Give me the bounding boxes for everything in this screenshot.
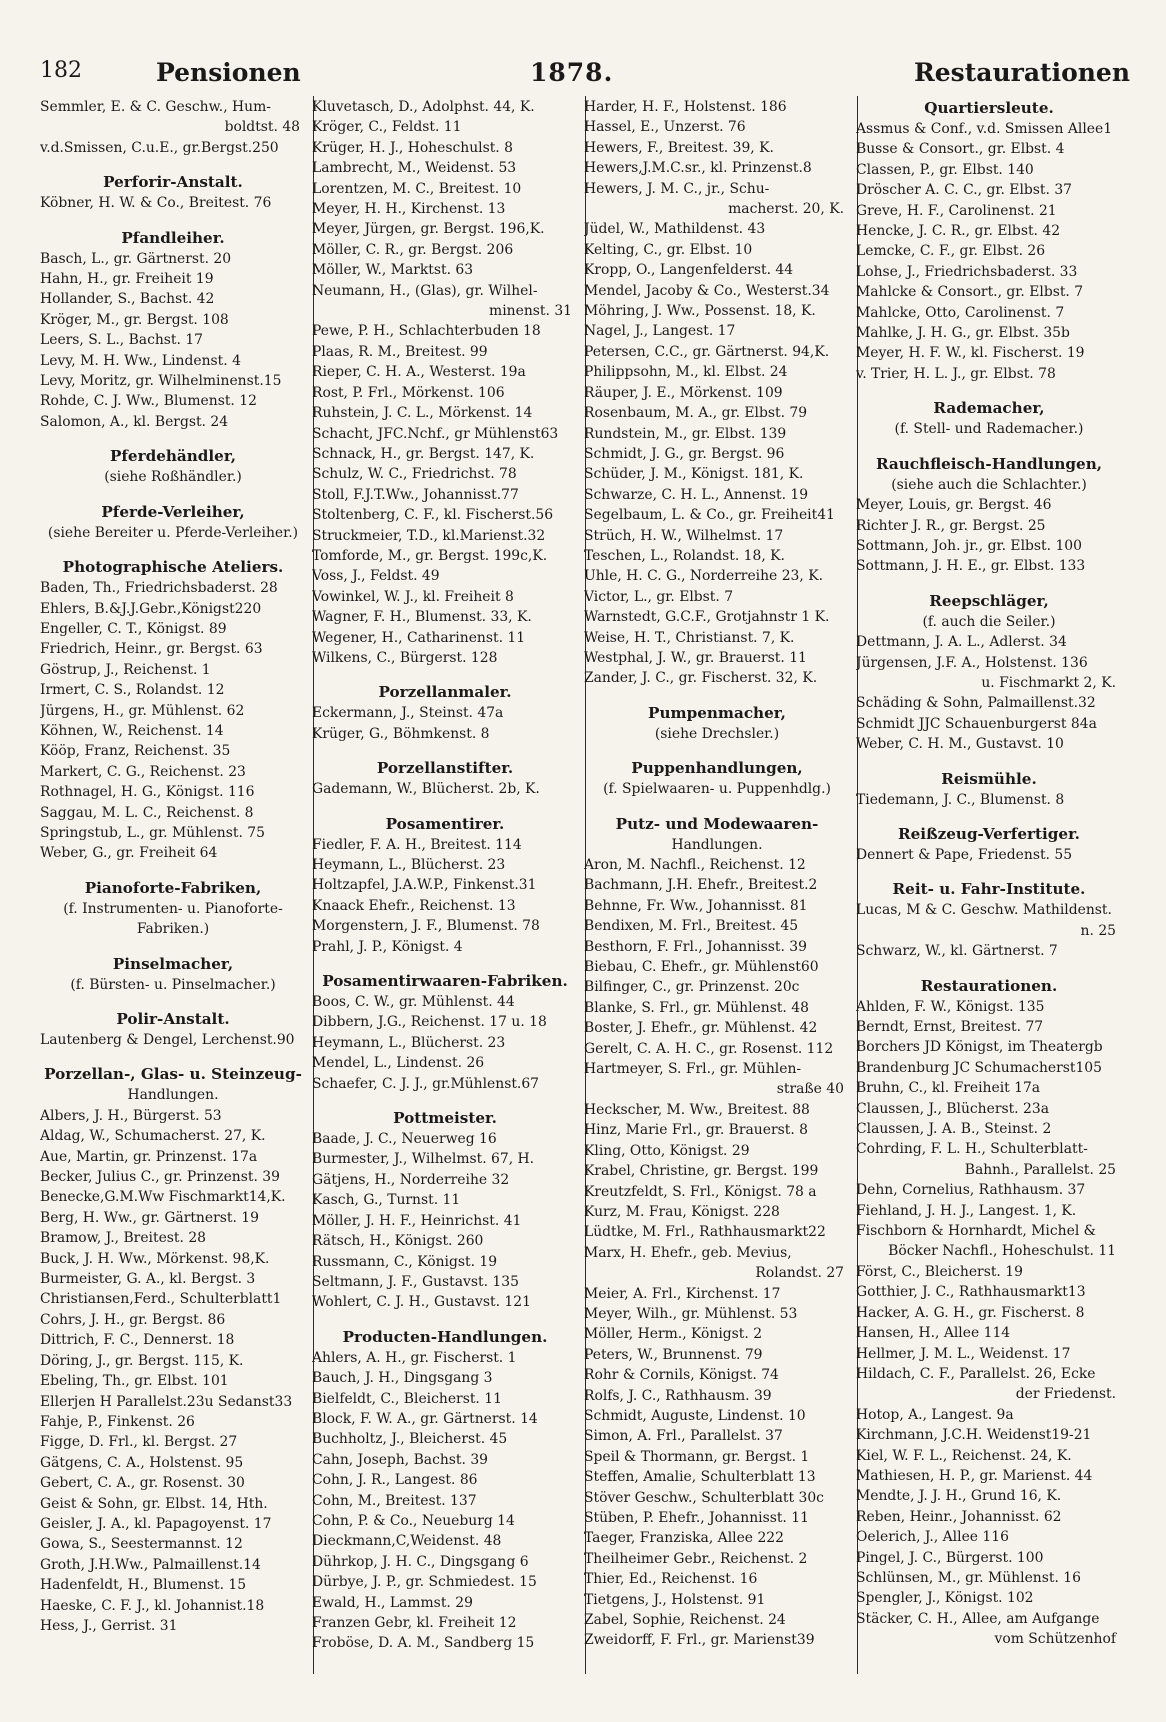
directory-entry: Gätjens, H., Norderreihe 32 bbox=[312, 1171, 510, 1188]
directory-entry: Schaefer, C. J. J., gr.Mühlenst.67 bbox=[312, 1075, 540, 1092]
directory-entry: Möhring, J. Ww., Possenst. 18, K. bbox=[584, 303, 816, 320]
directory-entry: Cohn, J. R., Langest. 86 bbox=[312, 1472, 478, 1489]
directory-entry: Heymann, L., Blücherst. 23 bbox=[312, 1034, 506, 1051]
directory-entry: Schäding & Sohn, Palmaillenst.32 bbox=[856, 695, 1096, 712]
entry-continuation: straße 40 bbox=[776, 1081, 844, 1098]
directory-entry: Meyer, Wilh., gr. Mühlenst. 53 bbox=[584, 1305, 798, 1322]
directory-entry: Weber, C. H. M., Gustavst. 10 bbox=[856, 736, 1064, 753]
directory-entry: Aue, Martin, gr. Prinzenst. 17a bbox=[40, 1148, 258, 1165]
directory-entry: Basch, L., gr. Gärtnerst. 20 bbox=[40, 250, 232, 267]
column-4 bbox=[856, 97, 1128, 1654]
section-note: (siehe auch die Schlachter.) bbox=[891, 476, 1087, 493]
directory-entry: Nagel, J., Langest. 17 bbox=[584, 323, 736, 340]
directory-entry: Dibbern, J.G., Reichenst. 17 u. 18 bbox=[312, 1014, 547, 1031]
directory-entry: Schüder, J. M., Königst. 181, K. bbox=[584, 466, 804, 483]
directory-entry: Hess, J., Gerrist. 31 bbox=[40, 1617, 178, 1634]
directory-entry: Krüger, G., Böhmkenst. 8 bbox=[312, 725, 490, 742]
entry-continuation: n. 25 bbox=[1080, 922, 1116, 939]
header-right-title: Restaurationen bbox=[913, 58, 1130, 87]
section-heading: Posamentirer. bbox=[385, 814, 505, 833]
directory-entry: Kirchmann, J.C.H. Weidenst19-21 bbox=[856, 1427, 1092, 1444]
directory-entry: Heymann, L., Blücherst. 23 bbox=[312, 857, 506, 873]
directory-entry: Fiedler, F. A. H., Breitest. 114 bbox=[312, 836, 522, 853]
directory-entry: Kelting, C., gr. Elbst. 10 bbox=[584, 241, 753, 258]
directory-entry: Schmidt, J. G., gr. Bergst. 96 bbox=[584, 445, 785, 462]
directory-entry: Dehn, Cornelius, Rathhausm. 37 bbox=[856, 1182, 1086, 1199]
section-note: Handlungen. bbox=[127, 1087, 219, 1104]
directory-entry: Pewe, P. H., Schlachterbuden 18 bbox=[312, 323, 541, 340]
directory-entry: Greve, H. F., Carolinenst. 21 bbox=[856, 202, 1057, 219]
section-note: (f. Instrumenten- u. Pianoforte- bbox=[63, 900, 283, 917]
section-heading: Pottmeister. bbox=[393, 1109, 497, 1128]
directory-entry: Gademann, W., Blücherst. 2b, K. bbox=[312, 781, 540, 798]
directory-entry: Fiehland, J. H. J., Langest. 1, K. bbox=[856, 1202, 1077, 1219]
directory-entry: Rieper, C. H. A., Westerst. 19a bbox=[312, 364, 526, 381]
directory-entry: Krabel, Christine, gr. Bergst. 199 bbox=[584, 1163, 819, 1180]
directory-entry: Taeger, Franziska, Allee 222 bbox=[584, 1530, 784, 1547]
entry-continuation: macherst. 20, K. bbox=[728, 201, 844, 218]
directory-entry: Mahlcke, Otto, Carolinenst. 7 bbox=[856, 304, 1065, 321]
directory-entry: Dittrich, F. C., Dennerst. 18 bbox=[40, 1332, 235, 1349]
directory-entry: Schwarz, W., kl. Gärtnerst. 7 bbox=[856, 943, 1058, 960]
directory-entry: Friedrich, Heinr., gr. Bergst. 63 bbox=[40, 641, 263, 658]
directory-entry: Tiedemann, J. C., Blumenst. 8 bbox=[856, 791, 1065, 808]
directory-entry: Gerelt, C. A. H. C., gr. Rosenst. 112 bbox=[584, 1040, 834, 1057]
section-heading: Pianoforte-Fabriken, bbox=[84, 878, 262, 897]
directory-entry: Lorentzen, M. C., Breitest. 10 bbox=[312, 180, 522, 197]
header-year: 1878. bbox=[530, 58, 614, 87]
directory-entry: Lambrecht, M., Weidenst. 53 bbox=[312, 160, 517, 177]
directory-entry: Buchholtz, J., Bleicherst. 45 bbox=[312, 1431, 508, 1448]
directory-entry: Baden, Th., Friedrichsbaderst. 28 bbox=[40, 580, 278, 597]
directory-entry: Hewers,J.M.C.sr., kl. Prinzenst.8 bbox=[584, 160, 812, 177]
directory-entry: Burmester, J., Wilhelmst. 67, H. bbox=[312, 1151, 535, 1168]
directory-entry: Ahlden, F. W., Königst. 135 bbox=[856, 998, 1045, 1015]
directory-entry: v.d.Smissen, C.u.E., gr.Bergst.250 bbox=[40, 139, 279, 156]
directory-entry: Weise, H. T., Christianst. 7, K. bbox=[584, 629, 795, 646]
directory-entry: Rost, P. Frl., Mörkenst. 106 bbox=[312, 384, 505, 401]
directory-entry: Kropp, O., Langenfelderst. 44 bbox=[584, 262, 794, 279]
directory-entry: Bauch, J. H., Dingsgang 3 bbox=[312, 1370, 493, 1387]
directory-entry: Schlünsen, M., gr. Mühlenst. 16 bbox=[856, 1569, 1081, 1586]
directory-entry: Schmidt JJC Schauenburgerst 84a bbox=[856, 715, 1097, 732]
directory-entry: Kiel, W. F. L., Reichenst. 24, K. bbox=[856, 1447, 1072, 1464]
directory-entry: Segelbaum, L. & Co., gr. Freiheit41 bbox=[584, 507, 835, 524]
directory-entry: Stöver Geschw., Schulterblatt 30c bbox=[584, 1489, 824, 1506]
directory-entry: Hollander, S., Bachst. 42 bbox=[40, 291, 215, 308]
directory-entry: Figge, D. Frl., kl. Bergst. 27 bbox=[40, 1434, 238, 1451]
directory-entry: Mendel, Jacoby & Co., Westerst.34 bbox=[584, 282, 830, 299]
directory-entry: Cohrs, J. H., gr. Bergst. 86 bbox=[40, 1311, 226, 1328]
directory-entry: Claussen, J. A. B., Steinst. 2 bbox=[856, 1121, 1052, 1138]
section-heading: Reepschläger, bbox=[929, 591, 1049, 610]
directory-entry: Cohn, P. & Co., Neueburg 14 bbox=[312, 1512, 515, 1529]
directory-entry: Strüch, H. W., Wilhelmst. 17 bbox=[584, 527, 784, 544]
directory-entry: Schwarze, C. H. L., Annenst. 19 bbox=[584, 486, 809, 503]
section-note: (f. Bürsten- u. Pinselmacher.) bbox=[70, 976, 276, 993]
directory-entry: Lucas, M & C. Geschw. Mathildenst. bbox=[856, 902, 1112, 919]
directory-entry: Blanke, S. Frl., gr. Mühlenst. 48 bbox=[584, 999, 809, 1016]
directory-entry: Russmann, C., Königst. 19 bbox=[312, 1253, 498, 1270]
directory-entry: Thier, Ed., Reichenst. 16 bbox=[584, 1571, 758, 1588]
section-heading: Restaurationen. bbox=[920, 976, 1058, 995]
directory-entry: Aldag, W., Schumacherst. 27, K. bbox=[40, 1128, 266, 1145]
directory-entry: Sottmann, J. H. E., gr. Elbst. 133 bbox=[856, 558, 1086, 575]
directory-entry: Stüben, P. Ehefr., Johannisst. 11 bbox=[584, 1510, 809, 1526]
directory-entry: Levy, Moritz, gr. Wilhelminenst.15 bbox=[40, 373, 282, 390]
directory-entry: Dennert & Pape, Friedenst. 55 bbox=[856, 846, 1073, 863]
directory-entry: Groth, J.H.Ww., Palmaillenst.14 bbox=[40, 1556, 261, 1573]
directory-entry: Stoltenberg, C. F., kl. Fischerst.56 bbox=[312, 507, 554, 524]
directory-entry: Semmler, E. & C. Geschw., Hum- bbox=[40, 99, 271, 115]
directory-entry: Teschen, L., Rolandst. 18, K. bbox=[584, 547, 785, 564]
directory-entry: Berg, H. Ww., gr. Gärtnerst. 19 bbox=[40, 1209, 259, 1226]
page-number: 182 bbox=[40, 58, 82, 83]
directory-entry: Möller, Herm., Königst. 2 bbox=[584, 1326, 763, 1343]
section-heading: Pinselmacher, bbox=[112, 954, 234, 973]
directory-entry: Schulz, W. C., Friedrichst. 78 bbox=[312, 466, 517, 483]
directory-entry: Hahn, H., gr. Freiheit 19 bbox=[40, 271, 214, 288]
section-heading: Pfandleiher. bbox=[121, 228, 225, 247]
directory-entry: Bramow, J., Breitest. 28 bbox=[40, 1230, 207, 1247]
directory-entry: Bielfeldt, C., Bleicherst. 11 bbox=[312, 1390, 502, 1407]
directory-entry: Fahje, P., Finkenst. 26 bbox=[40, 1413, 195, 1430]
directory-entry: Aron, M. Nachfl., Reichenst. 12 bbox=[584, 857, 806, 873]
directory-entry: Ehlers, B.&J.J.Gebr.,Königst220 bbox=[40, 600, 262, 617]
section-heading: Pumpenmacher, bbox=[648, 703, 786, 722]
directory-entry: Warnstedt, G.C.F., Grotjahnstr 1 K. bbox=[584, 609, 830, 626]
section-heading: Porzellan-, Glas- u. Steinzeug- bbox=[44, 1065, 302, 1084]
directory-entry: Möller, J. H. F., Heinrichst. 41 bbox=[312, 1212, 522, 1229]
page-header bbox=[40, 58, 1130, 92]
directory-entry: Fischborn & Hornhardt, Michel & bbox=[856, 1223, 1097, 1240]
directory-entry: Assmus & Conf., v.d. Smissen Allee1 bbox=[856, 121, 1113, 137]
directory-entry: Lemcke, C. F., gr. Elbst. 26 bbox=[856, 243, 1046, 260]
directory-entry: Sottmann, Joh. jr., gr. Elbst. 100 bbox=[856, 537, 1082, 554]
section-note: Handlungen. bbox=[671, 836, 763, 853]
directory-entry: Köhnen, W., Reichenst. 14 bbox=[40, 722, 224, 739]
directory-entry: Schmidt, Auguste, Lindenst. 10 bbox=[584, 1407, 806, 1424]
section-heading: Puppenhandlungen, bbox=[631, 759, 803, 778]
directory-entry: Geisler, J. A., kl. Papagoyenst. 17 bbox=[40, 1515, 272, 1532]
directory-entry: Dieckmann,C,Weidenst. 48 bbox=[312, 1533, 502, 1550]
directory-entry: Göstrup, J., Reichenst. 1 bbox=[40, 661, 211, 678]
directory-entry: Knaack Ehefr., Reichenst. 13 bbox=[312, 897, 516, 914]
directory-entry: Dröscher A. C. C., gr. Elbst. 37 bbox=[856, 182, 1073, 199]
directory-entry: Hartmeyer, S. Frl., gr. Mühlen- bbox=[584, 1061, 802, 1078]
directory-entry: Rohde, C. J. Ww., Blumenst. 12 bbox=[40, 393, 257, 410]
directory-entry: Boster, J. Ehefr., gr. Mühlenst. 42 bbox=[584, 1020, 818, 1037]
directory-entry: Mendel, L., Lindenst. 26 bbox=[312, 1055, 485, 1072]
directory-entry: Classen, P., gr. Elbst. 140 bbox=[856, 161, 1034, 178]
directory-entry: Vowinkel, W. J., kl. Freiheit 8 bbox=[312, 588, 514, 605]
section-heading: Pferde-Verleiher, bbox=[101, 502, 245, 521]
section-heading: Reißzeug-Verfertiger. bbox=[898, 824, 1080, 843]
entry-continuation: u. Fischmarkt 2, K. bbox=[981, 674, 1116, 691]
section-heading: Perforir-Anstalt. bbox=[103, 173, 243, 192]
directory-entry: Weber, G., gr. Freiheit 64 bbox=[40, 845, 218, 862]
directory-entry: Buck, J. H. Ww., Mörkenst. 98,K. bbox=[40, 1250, 270, 1267]
directory-entry: Wilkens, C., Bürgerst. 128 bbox=[312, 649, 498, 666]
directory-entry: Cohn, M., Breitest. 137 bbox=[312, 1492, 477, 1509]
directory-entry: Brandenburg JC Schumacherst105 bbox=[856, 1059, 1102, 1076]
directory-entry: Wohlert, C. J. H., Gustavst. 121 bbox=[312, 1294, 531, 1311]
directory-entry: Hellmer, J. M. L., Weidenst. 17 bbox=[856, 1345, 1071, 1362]
section-note: (siehe Roßhändler.) bbox=[104, 469, 242, 486]
directory-entry: Borchers JD Königst, im Theatergb bbox=[856, 1039, 1103, 1056]
directory-entry: Claussen, J., Blücherst. 23a bbox=[856, 1100, 1049, 1117]
directory-entry: Benecke,G.M.Ww Fischmarkt14,K. bbox=[40, 1189, 286, 1206]
directory-entry: Springstub, L., gr. Mühlenst. 75 bbox=[40, 824, 265, 841]
directory-entry: Stoll, F.J.T.Ww., Johannisst.77 bbox=[312, 486, 519, 503]
directory-entry: Schnack, H., gr. Bergst. 147, K. bbox=[312, 445, 535, 462]
directory-entry: Albers, J. H., Bürgerst. 53 bbox=[40, 1107, 222, 1124]
section-heading: Pferdehändler, bbox=[109, 447, 237, 466]
directory-entry: Kasch, G., Turnst. 11 bbox=[312, 1192, 461, 1209]
directory-entry: Simon, A. Frl., Parallelst. 37 bbox=[584, 1428, 783, 1445]
directory-entry: Harder, H. F., Holstenst. 186 bbox=[584, 99, 787, 115]
section-note: (f. Stell- und Rademacher.) bbox=[894, 421, 1084, 438]
directory-entry: Rätsch, H., Königst. 260 bbox=[312, 1233, 484, 1250]
directory-entry: Schacht, JFC.Nchf., gr Mühlenst63 bbox=[312, 425, 559, 442]
directory-entry: Kröger, M., gr. Bergst. 108 bbox=[40, 311, 229, 328]
directory-entry: Philippsohn, M., kl. Elbst. 24 bbox=[584, 364, 788, 381]
directory-entry: Biebau, C. Ehefr., gr. Mühlenst60 bbox=[584, 959, 819, 976]
directory-entry: Plaas, R. M., Breitest. 99 bbox=[312, 343, 488, 360]
directory-entry: Voss, J., Feldst. 49 bbox=[312, 568, 440, 585]
directory-entry: Neumann, H., (Glas), gr. Wilhel- bbox=[312, 282, 538, 299]
directory-entry: Ebeling, Th., gr. Elbst. 101 bbox=[40, 1373, 229, 1390]
directory-entry: Lohse, J., Friedrichsbaderst. 33 bbox=[856, 263, 1078, 280]
directory-entry: Hewers, J. M. C., jr., Schu- bbox=[584, 180, 770, 197]
columns bbox=[40, 97, 1130, 1654]
directory-entry: Block, F. W. A., gr. Gärtnerst. 14 bbox=[312, 1410, 538, 1427]
directory-entry: Bachmann, J.H. Ehefr., Breitest.2 bbox=[584, 877, 818, 894]
directory-entry: Markert, C. G., Reichenst. 23 bbox=[40, 763, 246, 780]
section-note: (f. Spielwaaren- u. Puppenhdlg.) bbox=[603, 781, 831, 798]
directory-entry: Zabel, Sophie, Reichenst. 24 bbox=[584, 1612, 786, 1629]
directory-entry: Jürgensen, J.F. A., Holstenst. 136 bbox=[856, 654, 1088, 671]
section-note: (siehe Drechsler.) bbox=[654, 725, 780, 742]
directory-entry: Hencke, J. C. R., gr. Elbst. 42 bbox=[856, 223, 1061, 240]
directory-entry: Oelerich, J., Allee 116 bbox=[856, 1529, 1009, 1546]
entry-continuation: minenst. 31 bbox=[489, 303, 572, 320]
directory-entry: Kurz, M. Frau, Königst. 228 bbox=[584, 1203, 780, 1220]
section-heading: Polir-Anstalt. bbox=[116, 1010, 230, 1028]
directory-entry: Gebert, C. A., gr. Rosenst. 30 bbox=[40, 1475, 245, 1492]
directory-entry: Hotop, A., Langest. 9a bbox=[856, 1406, 1014, 1423]
directory-entry: Berndt, Ernst, Breitest. 77 bbox=[856, 1019, 1044, 1035]
directory-entry: Petersen, C.C., gr. Gärtnerst. 94,K. bbox=[584, 343, 830, 360]
directory-entry: Wagner, F. H., Blumenst. 33, K. bbox=[312, 609, 532, 626]
directory-entry: Gowa, S., Seestermannst. 12 bbox=[40, 1536, 243, 1553]
directory-entry: Rundstein, M., gr. Elbst. 139 bbox=[584, 425, 787, 442]
directory-entry: Franzen Gebr, kl. Freiheit 12 bbox=[312, 1615, 517, 1631]
directory-entry: Lautenberg & Dengel, Lerchenst.90 bbox=[40, 1032, 295, 1048]
directory-entry: Först, C., Bleicherst. 19 bbox=[856, 1263, 1023, 1280]
directory-entry: Kreutzfeldt, S. Frl., Königst. 78 a bbox=[584, 1183, 817, 1200]
directory-entry: Saggau, M. L. C., Reichenst. 8 bbox=[40, 804, 254, 821]
column-3 bbox=[584, 97, 856, 1654]
directory-entry: Levy, M. H. Ww., Lindenst. 4 bbox=[40, 352, 241, 369]
directory-entry: Kröger, C., Feldst. 11 bbox=[312, 119, 462, 136]
directory-entry: Kööp, Franz, Reichenst. 35 bbox=[40, 743, 231, 760]
directory-entry: Bruhn, C., kl. Freiheit 17a bbox=[856, 1080, 1041, 1097]
directory-entry: Hacker, A. G. H., gr. Fischerst. 8 bbox=[856, 1304, 1085, 1321]
section-heading: Putz- und Modewaaren- bbox=[615, 814, 819, 833]
section-heading: Photographische Ateliers. bbox=[62, 558, 284, 577]
directory-entry: Baade, J. C., Neuerweg 16 bbox=[312, 1131, 497, 1148]
directory-entry: Struckmeier, T.D., kl.Marienst.32 bbox=[312, 527, 546, 544]
directory-entry: Jüdel, W., Mathildenst. 43 bbox=[584, 221, 766, 238]
directory-entry: Peters, W., Brunnenst. 79 bbox=[584, 1346, 763, 1363]
directory-entry: Köbner, H. W. & Co., Breitest. 76 bbox=[40, 195, 272, 212]
directory-entry: Prahl, J. P., Königst. 4 bbox=[312, 938, 463, 955]
section-note: Fabriken.) bbox=[136, 921, 210, 938]
section-heading: Reit- u. Fahr-Institute. bbox=[892, 880, 1086, 899]
directory-entry: Irmert, C. S., Rolandst. 12 bbox=[40, 682, 225, 699]
directory-entry: Holtzapfel, J.A.W.P., Finkenst.31 bbox=[312, 877, 537, 894]
directory-entry: Eckermann, J., Steinst. 47a bbox=[312, 705, 504, 722]
directory-entry: Hinz, Marie Frl., gr. Brauerst. 8 bbox=[584, 1122, 808, 1139]
directory-entry: Wegener, H., Catharinenst. 11 bbox=[312, 629, 526, 646]
header-left-title: Pensionen bbox=[156, 58, 301, 87]
directory-entry: Mahlcke & Consort., gr. Elbst. 7 bbox=[856, 284, 1084, 301]
entry-continuation: der Friedenst. bbox=[1015, 1386, 1116, 1403]
directory-entry: Behnne, Fr. Ww., Johannisst. 81 bbox=[584, 897, 808, 914]
directory-entry: Froböse, D. A. M., Sandberg 15 bbox=[312, 1635, 535, 1652]
directory-entry: Hansen, H., Allee 114 bbox=[856, 1325, 1011, 1342]
directory-entry: Döring, J., gr. Bergst. 115, K. bbox=[40, 1352, 244, 1369]
directory-entry: Theilheimer Gebr., Reichenst. 2 bbox=[584, 1550, 808, 1567]
directory-entry: Seltmann, J. F., Gustavst. 135 bbox=[312, 1273, 519, 1290]
directory-entry: Boos, C. W., gr. Mühlenst. 44 bbox=[312, 994, 515, 1011]
directory-entry: Ellerjen H Parallelst.23u Sedanst33 bbox=[40, 1393, 293, 1410]
column-2 bbox=[312, 97, 584, 1654]
directory-entry: Ruhstein, J. C. L., Mörkenst. 14 bbox=[312, 405, 533, 422]
directory-entry: Hewers, F., Breitest. 39, K. bbox=[584, 139, 774, 156]
directory-entry: Spengler, J., Königst. 102 bbox=[856, 1590, 1034, 1607]
directory-entry: Zweidorff, F. Frl., gr. Marienst39 bbox=[584, 1632, 815, 1649]
directory-entry: Rothnagel, H. G., Königst. 116 bbox=[40, 784, 255, 801]
directory-entry: Rohr & Cornils, Königst. 74 bbox=[584, 1367, 779, 1384]
entry-continuation: boldtst. 48 bbox=[224, 119, 300, 136]
section-heading: Porzellanstifter. bbox=[376, 759, 514, 778]
section-heading: Reismühle. bbox=[941, 769, 1037, 788]
directory-entry: Tietgens, J., Holstenst. 91 bbox=[584, 1591, 766, 1608]
directory-entry: Cohrding, F. L. H., Schulterblatt- bbox=[856, 1141, 1088, 1158]
directory-entry: Hadenfeldt, H., Blumenst. 15 bbox=[40, 1577, 247, 1594]
directory-entry: Meyer, H. F. W., kl. Fischerst. 19 bbox=[856, 345, 1085, 362]
directory-entry: Salomon, A., kl. Bergst. 24 bbox=[40, 413, 229, 430]
directory-entry: Zander, J. C., gr. Fischerst. 32, K. bbox=[584, 670, 818, 687]
directory-entry: Besthorn, F. Frl., Johannisst. 39 bbox=[584, 938, 807, 955]
directory-entry: Möller, C. R., gr. Bergst. 206 bbox=[312, 241, 514, 258]
directory-entry: Dürbye, J. P., gr. Schmiedest. 15 bbox=[312, 1574, 537, 1591]
directory-entry: Möller, W., Marktst. 63 bbox=[312, 262, 474, 279]
directory-entry: Busse & Consort., gr. Elbst. 4 bbox=[856, 141, 1065, 158]
directory-entry: Gätgens, C. A., Holstenst. 95 bbox=[40, 1454, 244, 1471]
entry-continuation: Bahnh., Parallelst. 25 bbox=[964, 1161, 1116, 1178]
section-heading: Quartiersleute. bbox=[924, 99, 1054, 117]
directory-entry: Geist & Sohn, gr. Elbst. 14, Hth. bbox=[40, 1495, 268, 1512]
directory-entry: Steffen, Amalie, Schulterblatt 13 bbox=[584, 1469, 816, 1486]
column-1 bbox=[40, 97, 312, 1654]
entry-continuation: vom Schützenhof bbox=[994, 1631, 1116, 1648]
directory-entry: Ahlers, A. H., gr. Fischerst. 1 bbox=[312, 1349, 517, 1366]
directory-entry: Reben, Heinr., Johannisst. 62 bbox=[856, 1508, 1062, 1525]
directory-entry: Rosenbaum, M. A., gr. Elbst. 79 bbox=[584, 405, 808, 422]
directory-entry: Becker, Julius C., gr. Prinzenst. 39 bbox=[40, 1169, 280, 1186]
directory-entry: Meier, A. Frl., Kirchenst. 17 bbox=[584, 1285, 781, 1302]
directory-entry: Ewald, H., Lammst. 29 bbox=[312, 1594, 473, 1611]
directory-entry: Morgenstern, J. F., Blumenst. 78 bbox=[312, 918, 540, 935]
section-heading: Rademacher, bbox=[933, 399, 1045, 418]
directory-entry: Burmeister, G. A., kl. Bergst. 3 bbox=[40, 1271, 256, 1288]
directory-entry: Pingel, J. C., Bürgerst. 100 bbox=[856, 1549, 1044, 1566]
directory-entry: Rolfs, J. C., Rathhausm. 39 bbox=[584, 1387, 772, 1404]
directory-entry: Engeller, C. T., Königst. 89 bbox=[40, 620, 227, 637]
directory-entry: Meyer, Louis, gr. Bergst. 46 bbox=[856, 497, 1052, 514]
directory-entry: Dettmann, J. A. L., Adlerst. 34 bbox=[856, 634, 1067, 651]
section-heading: Porzellanmaler. bbox=[378, 683, 512, 702]
section-note: (siehe Bereiter u. Pferde-Verleiher.) bbox=[47, 524, 299, 541]
directory-entry: Christiansen,Ferd., Schulterblatt1 bbox=[40, 1291, 282, 1308]
directory-entry: Speil & Thormann, gr. Bergst. 1 bbox=[584, 1448, 810, 1465]
directory-entry: Hildach, C. F., Parallelst. 26, Ecke bbox=[856, 1365, 1096, 1382]
directory-entry: Gotthier, J. C., Rathhausmarkt13 bbox=[856, 1284, 1086, 1301]
section-heading: Producten-Handlungen. bbox=[342, 1327, 548, 1346]
section-heading: Posamentirwaaren-Fabriken. bbox=[322, 972, 568, 991]
directory-entry: Dührkop, J. H. C., Dingsgang 6 bbox=[312, 1553, 529, 1570]
directory-entry: Heckscher, M. Ww., Breitest. 88 bbox=[584, 1101, 810, 1118]
directory-entry: Bendixen, M. Frl., Breitest. 45 bbox=[584, 918, 799, 935]
directory-entry: Räuper, J. E., Mörkenst. 109 bbox=[584, 384, 783, 401]
directory-entry: Hassel, E., Unzerst. 76 bbox=[584, 119, 746, 136]
directory-entry: Bilfinger, C., gr. Prinzenst. 20c bbox=[584, 979, 800, 996]
directory-entry: Mendte, J. J. H., Grund 16, K. bbox=[856, 1488, 1062, 1505]
directory-entry: Uhle, H. C. G., Norderreihe 23, K. bbox=[584, 568, 823, 585]
directory-entry: v. Trier, H. L. J., gr. Elbst. 78 bbox=[856, 365, 1056, 382]
directory-entry: Victor, L., gr. Elbst. 7 bbox=[584, 588, 734, 605]
directory-entry: Kluvetasch, D., Adolphst. 44, K. bbox=[312, 99, 535, 115]
directory-entry: Meyer, Jürgen, gr. Bergst. 196,K. bbox=[312, 221, 545, 238]
directory-entry: Marx, H. Ehefr., geb. Mevius, bbox=[584, 1244, 792, 1261]
directory-entry: Lüdtke, M. Frl., Rathhausmarkt22 bbox=[584, 1224, 826, 1241]
entry-continuation: Rolandst. 27 bbox=[755, 1265, 844, 1282]
directory-entry: Mahlke, J. H. G., gr. Elbst. 35b bbox=[856, 325, 1070, 342]
section-note: (f. auch die Seiler.) bbox=[922, 613, 1056, 630]
directory-entry: Stäcker, C. H., Allee, am Aufgange bbox=[856, 1610, 1100, 1627]
section-heading: Rauchfleisch-Handlungen, bbox=[875, 454, 1103, 473]
directory-entry: Leers, S. L., Bachst. 17 bbox=[40, 332, 204, 349]
directory-entry: Jürgens, H., gr. Mühlenst. 62 bbox=[40, 702, 245, 719]
directory-entry: Meyer, H. H., Kirchenst. 13 bbox=[312, 201, 506, 218]
entry-continuation: Böcker Nachfl., Hoheschulst. 11 bbox=[888, 1243, 1116, 1260]
directory-entry: Mathiesen, H. P., gr. Marienst. 44 bbox=[856, 1467, 1093, 1484]
directory-entry: Kling, Otto, Königst. 29 bbox=[584, 1142, 750, 1159]
directory-entry: Tomforde, M., gr. Bergst. 199c,K. bbox=[312, 547, 548, 564]
directory-entry: Richter J. R., gr. Bergst. 25 bbox=[856, 517, 1046, 534]
directory-entry: Haeske, C. F. J., kl. Johannist.18 bbox=[40, 1597, 265, 1614]
directory-entry: Cahn, Joseph, Bachst. 39 bbox=[312, 1451, 489, 1468]
directory-entry: Westphal, J. W., gr. Brauerst. 11 bbox=[584, 649, 807, 666]
directory-entry: Krüger, H. J., Hoheschulst. 8 bbox=[312, 139, 513, 156]
